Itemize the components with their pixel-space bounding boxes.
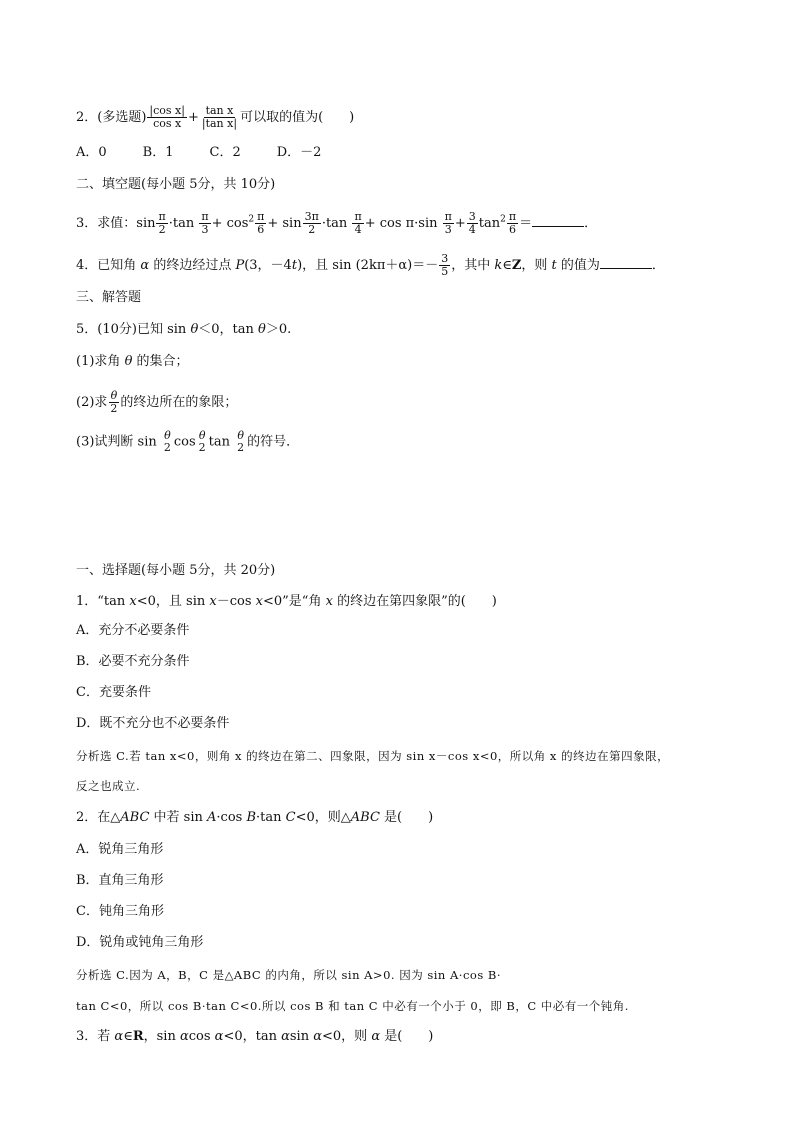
question-2: 2．在△ABC 中若 sin A·cos B·tan C<0，则△ABC 是( ) (76, 810, 434, 825)
fraction: θ 2 (198, 429, 206, 454)
question-5-part-2: (2)求 $\frac{\theta}{2}$ 的终边所在的象限； (76, 389, 238, 415)
fraction: $\frac{\text{tan x}}{\text{|tan x|}}$ (201, 104, 238, 130)
question-1-option-c: C．充要条件 (76, 685, 151, 700)
fraction: θ 2 (163, 429, 171, 454)
question-2-option-b: B．直角三角形 (76, 873, 164, 888)
question-2-option-c: C．钝角三角形 (76, 904, 164, 919)
option-a: A．0 (76, 145, 107, 160)
fraction: $\frac{\pi}{2}$ (158, 210, 166, 236)
question-5-part-3: (3)试判断 sin θ 2 cos θ 2 tan θ 2 的符号． (76, 429, 300, 454)
question-2-solution-line-1: 分析选 C.因为 A，B，C 是△ABC 的内角，所以 sin A>0. 因为 sin A·cos B· (76, 968, 501, 982)
question-1-solution-line-1: 分析选 C.若 tan x<0，则角 x 的终边在第二、四象限，因为 sin x－cos x<0，所以角 x 的终边在第四象限， (76, 749, 670, 763)
answer-blank[interactable] (532, 214, 584, 227)
question-3: 3．若 α∈R，sin αcos α<0，tan αsin α<0，则 α 是( ) (76, 1029, 434, 1044)
fraction: $\frac{3}{4}$ (468, 210, 476, 236)
question-2-multi-select: 2．(多选题) $\frac{\text{|cos x|}}{\text{cos x}}$ + $\frac{\text{tan x}}{\text{|tan x|}}$ 可以取的值为( ) (76, 104, 355, 130)
question-2-option-d: D．锐角或钝角三角形 (76, 935, 204, 950)
fraction: $\frac{3\pi}{2}$ (304, 210, 319, 236)
answer-blank[interactable] (600, 256, 652, 269)
question-1-option-a: A．充分不必要条件 (76, 623, 190, 638)
fraction: $\frac{\text{|cos x|}}{\text{cos x}}$ (149, 104, 185, 130)
section-choice-heading: 一、选择题(每小题 5分，共 20分) (76, 563, 276, 578)
fraction: θ 2 (237, 429, 245, 454)
fraction: $\frac{\theta}{2}$ (110, 389, 118, 415)
fraction: $\frac{\pi}{3}$ (444, 210, 452, 236)
fraction: $\frac{\pi}{6}$ (508, 210, 517, 236)
question-1: 1．“tan x<0，且 sin x－cos x<0”是“角 x 的终边在第四象限”的( ) (76, 594, 497, 609)
section-answer-heading: 三、解答题 (76, 290, 142, 305)
question-5-part-1: (1)求角 θ 的集合； (76, 354, 189, 369)
option-d: D．－2 (276, 145, 322, 160)
section-fill-in-heading: 二、填空题(每小题 5分，共 10分) (76, 177, 276, 192)
question-2-options (76, 145, 321, 161)
question-5: 5．(10分)已知 sin θ＜0，tan θ＞0. (76, 322, 292, 337)
fraction: $\frac{\pi}{4}$ (354, 210, 362, 236)
fraction: $\frac{\pi}{3}$ (201, 210, 209, 236)
fraction: $\frac{3}{5}$ (441, 252, 449, 278)
question-3: 3．求值：sin $\frac{\pi}{2}$ ·tan $\frac{\pi}{3}$ + $\cos^2$ $\frac{\pi}{6}$ + sin $\frac{3\pi}{2}$ ·tan $\frac{\pi}{4}$ + cos π·sin $\frac{\pi}{3}$ + $\frac{3}{4}$ $\tan^2$ $\frac{\pi}{6}$ ＝ ． (76, 210, 598, 236)
question-1-option-d: D．既不充分也不必要条件 (76, 716, 230, 731)
question-1-solution-line-2: 反之也成立. (76, 779, 141, 793)
question-2-option-a: A．锐角三角形 (76, 842, 164, 857)
option-b: B．1 (142, 145, 174, 160)
question-2-solution-line-2: tan C<0，所以 cos B·tan C<0.所以 cos B 和 tan C 中必有一个小于 0，即 B，C 中必有一个钝角. (76, 999, 629, 1013)
fraction: $\frac{\pi}{6}$ (257, 210, 265, 236)
question-4: 4．已知角 α 的终边经过点 P(3，－4t)，且 sin (2kπ＋α)＝－ $\frac{3}{5}$ ，其中 k∈Z，则 t 的值为 ． (76, 252, 665, 278)
option-c: C．2 (209, 145, 241, 160)
question-1-option-b: B．必要不充分条件 (76, 654, 190, 669)
